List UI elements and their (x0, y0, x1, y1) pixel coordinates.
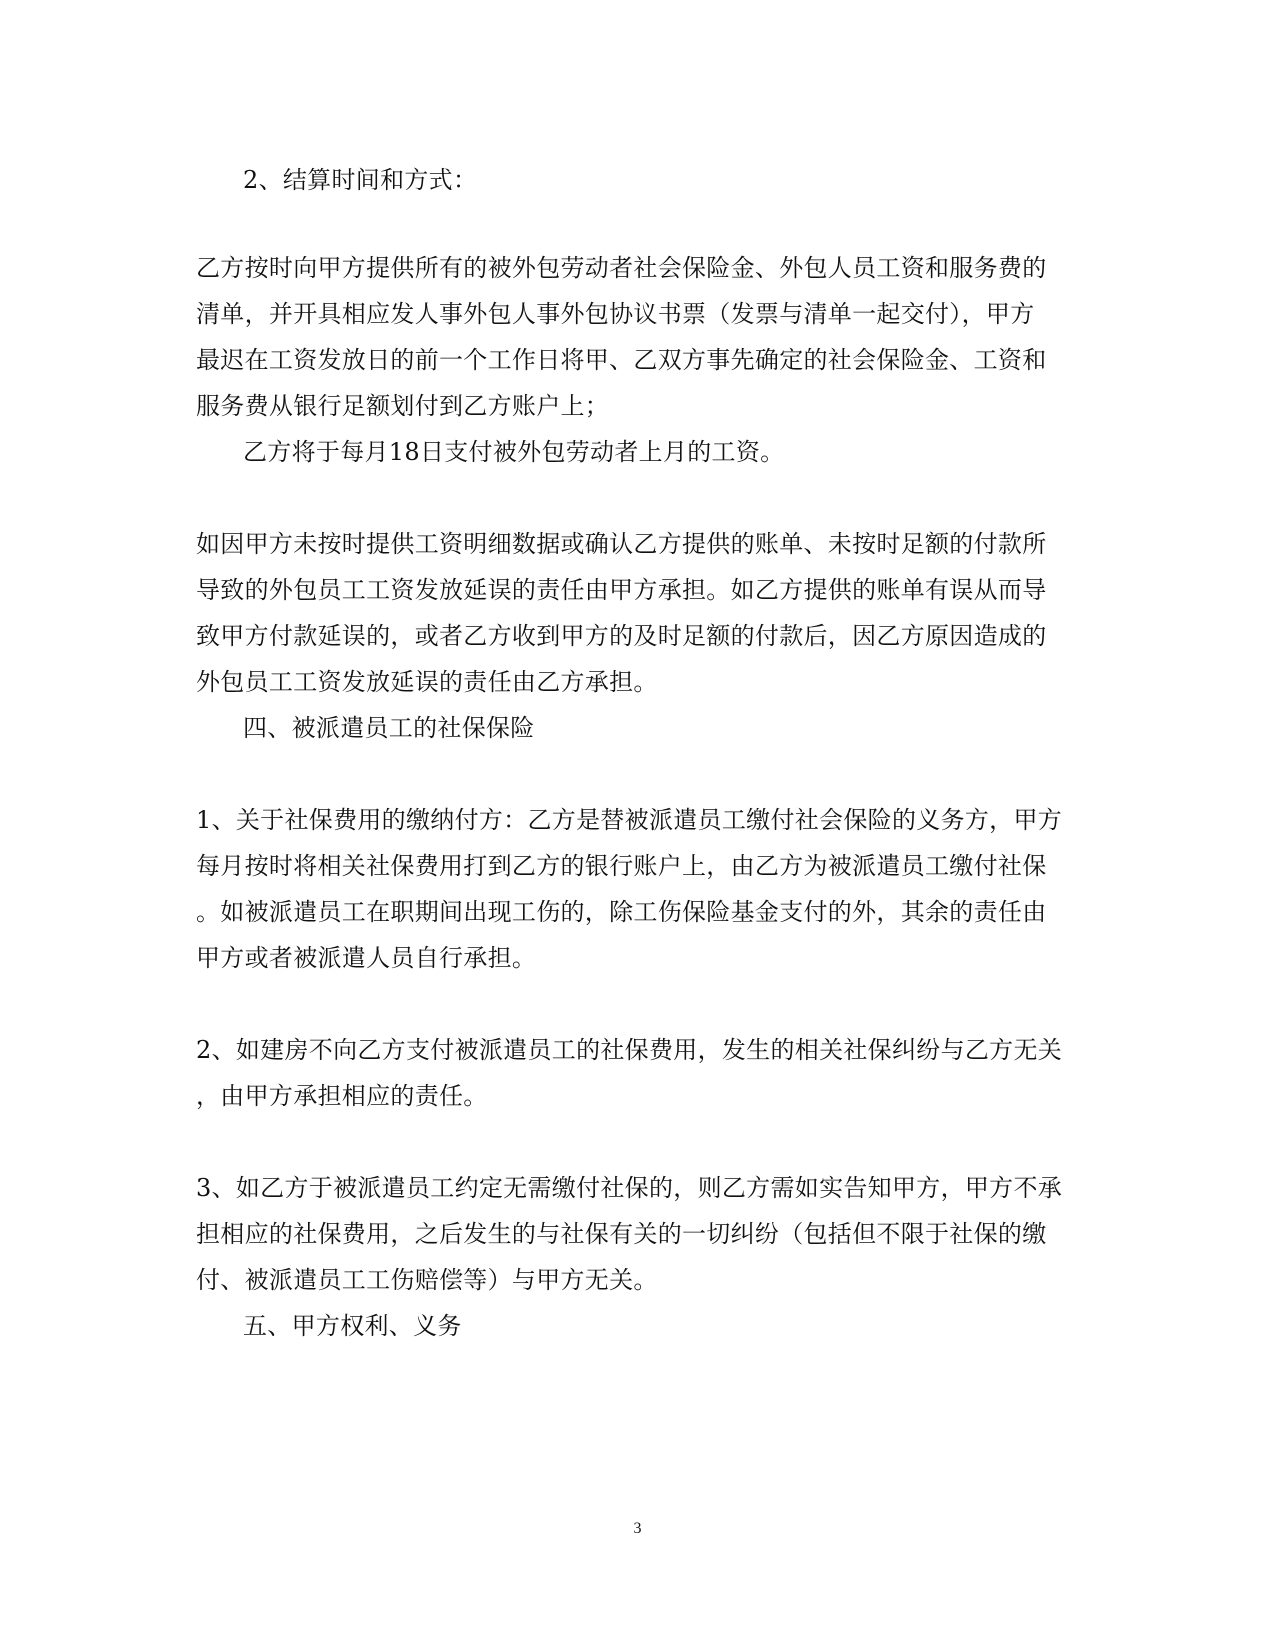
section-4-heading: 四、被派遣员工的社保保险 (243, 714, 535, 742)
liability-line-3: 致甲方付款延误的，或者乙方收到甲方的及时足额的付款后，因乙方原因造成的 (196, 622, 1047, 650)
settlement-line-1: 乙方按时向甲方提供所有的被外包劳动者社会保险金、外包人员工资和服务费的 (196, 254, 1047, 282)
social-2-line-2: ，由甲方承担相应的责任。 (196, 1082, 488, 1110)
settlement-line-2: 清单，并开具相应发人事外包人事外包协议书票（发票与清单一起交付），甲方 (196, 300, 1035, 328)
social-2-line-1: 2、如建房不向乙方支付被派遣员工的社保费用，发生的相关社保纠纷与乙方无关 (196, 1036, 1063, 1064)
settlement-line-4: 服务费从银行足额划付到乙方账户上； (196, 392, 610, 420)
social-3-line-1: 3、如乙方于被派遣员工约定无需缴付社保的，则乙方需如实告知甲方，甲方不承 (196, 1174, 1063, 1202)
item-2-heading: 2、结算时间和方式： (243, 166, 478, 194)
social-1-line-1: 1、关于社保费用的缴纳付方：乙方是替被派遣员工缴付社会保险的义务方，甲方 (196, 806, 1063, 834)
social-1-line-4: 甲方或者被派遣人员自行承担。 (196, 944, 537, 972)
social-3-line-2: 担相应的社保费用，之后发生的与社保有关的一切纠纷（包括但不限于社保的缴 (196, 1220, 1047, 1248)
page-number: 3 (633, 1520, 642, 1537)
social-1-line-3: 。如被派遣员工在职期间出现工伤的，除工伤保险基金支付的外，其余的责任由 (196, 898, 1047, 926)
liability-line-2: 导致的外包员工工资发放延误的责任由甲方承担。如乙方提供的账单有误从而导 (196, 576, 1047, 604)
liability-line-4: 外包员工工资发放延误的责任由乙方承担。 (196, 668, 658, 696)
salary-date-paragraph: 乙方将于每月18日支付被外包劳动者上月的工资。 (243, 438, 785, 466)
settlement-line-3: 最迟在工资发放日的前一个工作日将甲、乙双方事先确定的社会保险金、工资和 (196, 346, 1047, 374)
liability-line-1: 如因甲方未按时提供工资明细数据或确认乙方提供的账单、未按时足额的付款所 (196, 530, 1047, 558)
social-3-line-3: 付、被派遣员工工伤赔偿等）与甲方无关。 (196, 1266, 658, 1294)
section-5-heading: 五、甲方权利、义务 (243, 1312, 462, 1340)
social-1-line-2: 每月按时将相关社保费用打到乙方的银行账户上，由乙方为被派遣员工缴付社保 (196, 852, 1047, 880)
